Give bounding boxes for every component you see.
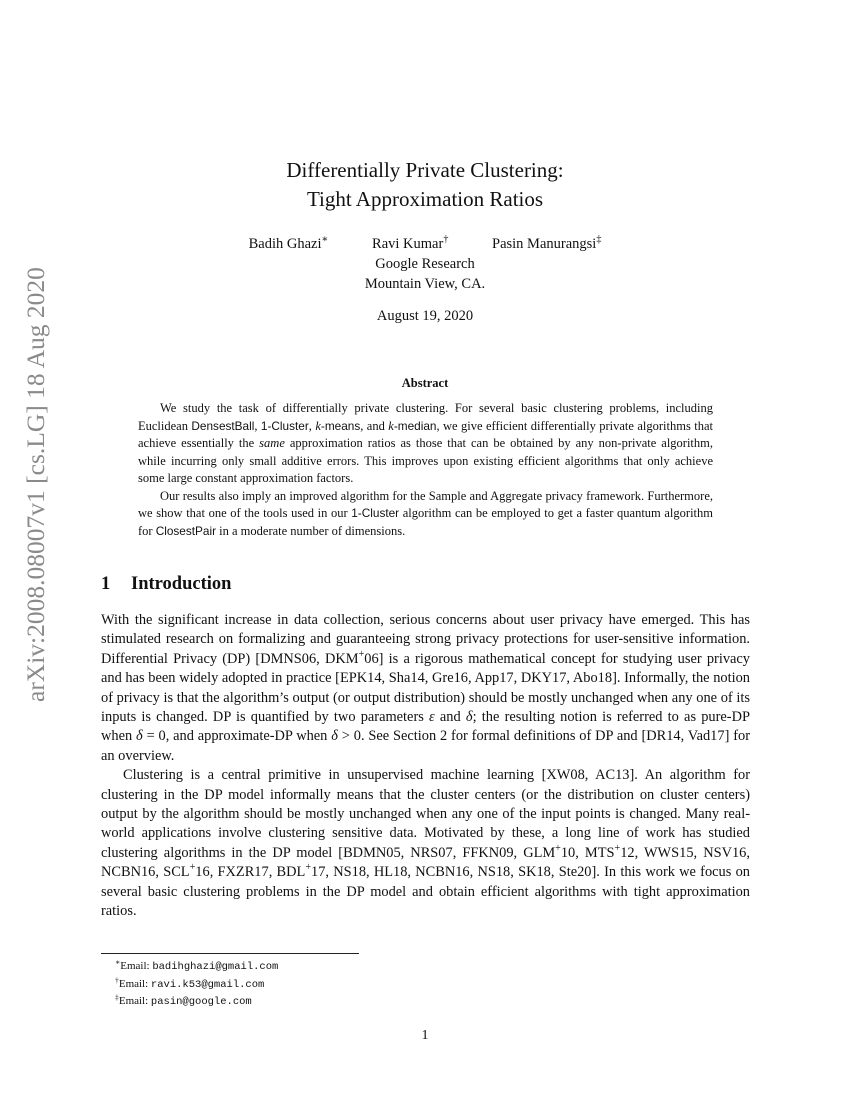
text-run: , we give efficient differentially private algorithms that achieve essentially the — [138, 418, 714, 450]
text-run: 12, WWS15, NSV16, NCBN16, SCL — [101, 844, 750, 881]
math-variable: k — [388, 418, 394, 433]
text-run: , and — [360, 418, 389, 433]
affiliation-line-1: Google Research — [375, 256, 475, 272]
math-variable: δ — [136, 728, 143, 745]
text-run: in a moderate number of dimensions. — [216, 523, 406, 538]
footnote-divider — [101, 953, 359, 954]
title-line-1: Differentially Private Clustering: — [286, 158, 564, 182]
page-number: 1 — [421, 1028, 429, 1043]
author-2-name: Ravi Kumar — [372, 236, 444, 252]
problem-name: 1-Cluster — [260, 418, 309, 433]
intro-paragraph-1 — [101, 611, 750, 766]
text-run: algorithm can be employed to get a faster quantum algorithm for — [138, 506, 713, 538]
text-run: ; the resulting notion is referred to as pure-DP when — [101, 709, 750, 745]
section-number: 1 — [101, 574, 111, 594]
math-variable: δ — [465, 709, 473, 726]
text-run: and — [434, 709, 466, 726]
superscript: + — [189, 862, 196, 874]
text-run: 10, MTS — [560, 844, 615, 861]
author-1 — [249, 234, 329, 254]
superscript: + — [305, 862, 311, 874]
author-block — [0, 234, 850, 294]
title-line-2: Tight Approximation Ratios — [306, 187, 544, 211]
footnote-mark: ∗ — [115, 957, 121, 967]
author-1-name: Badih Ghazi — [248, 236, 322, 252]
footnote-mark: † — [115, 974, 119, 984]
introduction-body — [101, 611, 750, 922]
author-2-mark: † — [443, 234, 449, 246]
text-run: , — [254, 418, 261, 433]
publication-date: August 19, 2020 — [376, 308, 474, 324]
email-address: ravi.k53@gmail.com — [150, 978, 265, 991]
author-3-mark: ‡ — [596, 234, 602, 246]
footnote-mark: ‡ — [115, 992, 119, 1002]
superscript: + — [358, 649, 365, 661]
footnote-1 — [115, 958, 278, 976]
section-heading — [101, 574, 231, 595]
abstract-paragraph-1 — [138, 400, 713, 488]
footnote-3 — [115, 993, 278, 1011]
abstract-body — [138, 400, 713, 540]
intro-paragraph-2 — [101, 766, 750, 921]
footnotes — [115, 958, 278, 1011]
author-3 — [492, 234, 601, 254]
arxiv-identifier-stamp: arXiv:2008.08007v1 [cs.LG] 18 Aug 2020 — [21, 267, 50, 703]
paper-title — [0, 156, 850, 214]
text-run: approximation ratios as those that can be obtained by any non-private algorithm, while incurring only small additive errors. This improves upon existing efficient algorithms that only achieve some large constant approximation factors. — [138, 436, 714, 485]
emphasis: same — [259, 436, 285, 450]
footnote-label: Email: — [118, 995, 151, 1007]
abstract-paragraph-2 — [138, 488, 713, 541]
text-run: , — [308, 418, 316, 433]
text-run: With the significant increase in data collection, serious concerns about user privacy have emerged. This has stimulated research on formalizing and guaranteeing strong privacy protections for user-sensitive information. Differential Privacy (DP) [DMNS06, DKM — [101, 612, 750, 667]
problem-name: DensestBall — [191, 418, 255, 433]
problem-name: ClosestPair — [155, 523, 217, 538]
text-run: 17, NS18, HL18, NCBN16, NS18, SK18, Ste20]. In this work we focus on several basic clustering problems in the DP model and obtain efficient algorithms with tight approximation ratios. — [101, 864, 750, 920]
text-run: We study the task of differentially private clustering. For several basic clustering problems, including Euclidean — [138, 401, 713, 433]
footnote-label: Email: — [118, 977, 151, 990]
text-run: > 0. See Section 2 for formal definitions of DP and [DR14, Vad17] for an overview. — [101, 728, 750, 764]
text-run: Clustering is a central primitive in unsupervised machine learning [XW08, AC13]. An algorithm for clustering in the DP model informally means that the cluster centers (or the distribution on cluster centers) output by the algorithm should be mostly unchanged when any one of the input points is changed. Many real-world applications involve clustering sensitive data. Motivated by these, a long line of work has studied clustering algorithms in the DP model [BDMN05, NRS07, FFKN09, GLM — [101, 767, 750, 861]
text-run: 06] is a rigorous mathematical concept for studying user privacy and has been widely adopted in practice [EPK14, Sha14, Gre16, App17, DKY17, Abo18]. Informally, the notion of privacy is that the algorithm’s output (or output distribution) should be mostly unchanged when any one of its inputs is changed. DP is quantified by two parameters — [101, 650, 750, 726]
author-1-mark: ∗ — [321, 234, 329, 246]
superscript: + — [555, 843, 561, 855]
problem-name: -median — [393, 418, 437, 433]
math-variable: ε — [429, 709, 435, 726]
problem-name: 1-Cluster — [351, 506, 400, 520]
author-2 — [372, 234, 448, 254]
text-run: = 0, and approximate-DP when — [142, 728, 332, 745]
section-title: Introduction — [131, 574, 232, 594]
footnote-label: Email: — [120, 960, 153, 972]
problem-name: -means — [320, 418, 361, 433]
abstract-heading: Abstract — [401, 376, 449, 390]
text-run: 16, FXZR17, BDL — [195, 864, 306, 881]
author-3-name: Pasin Manurangsi — [492, 236, 597, 252]
email-address: pasin@google.com — [150, 996, 252, 1008]
math-variable: δ — [331, 728, 338, 745]
footnote-2 — [115, 976, 278, 994]
text-run: Our results also imply an improved algorithm for the Sample and Aggregate privacy framework. Furthermore, we show that one of the tools used in our — [138, 488, 713, 520]
superscript: + — [614, 843, 621, 855]
affiliation-line-2: Mountain View, CA. — [364, 276, 486, 292]
email-address: badihghazi@gmail.com — [152, 961, 279, 973]
math-variable: k — [315, 418, 321, 433]
author-names — [0, 234, 850, 254]
